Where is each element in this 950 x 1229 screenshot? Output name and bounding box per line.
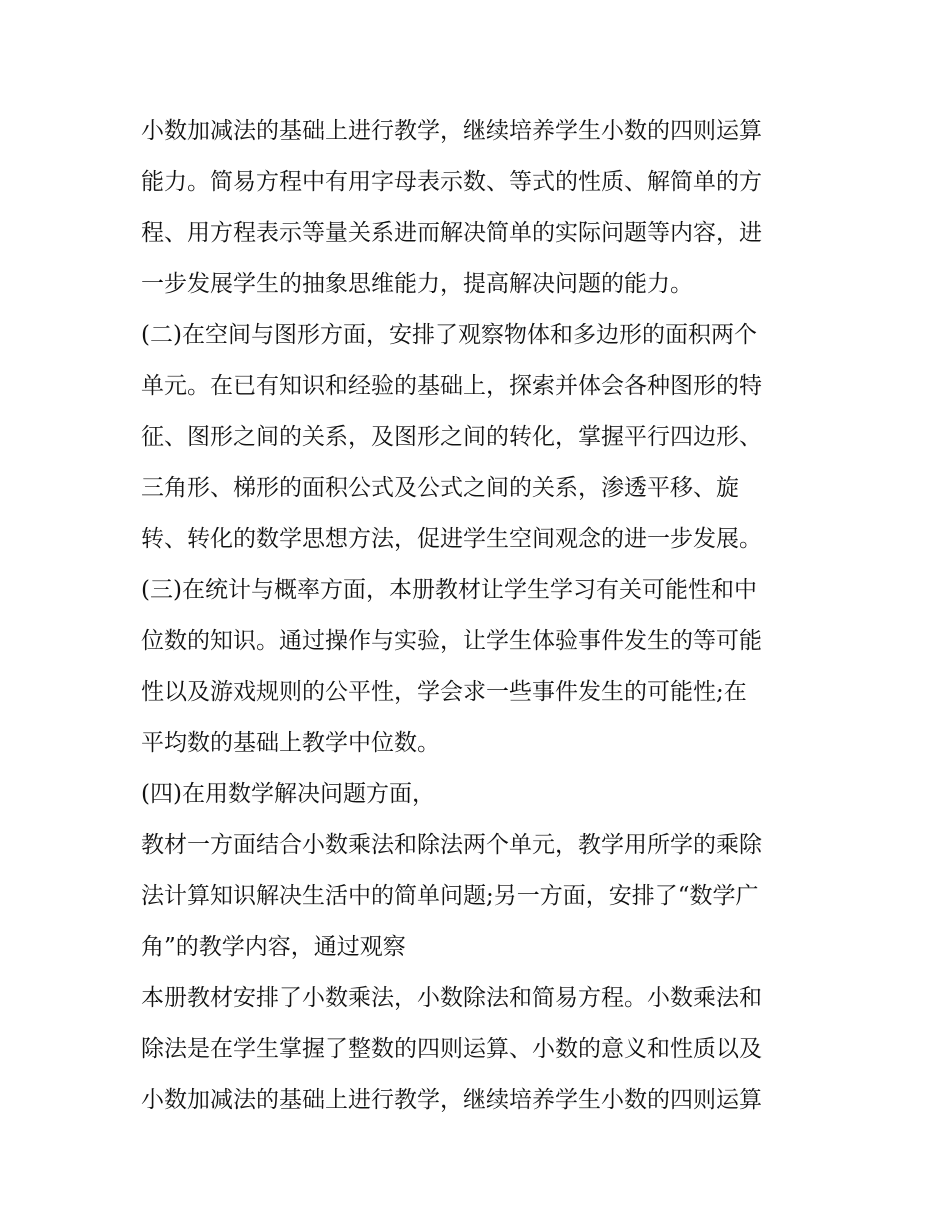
text-line: 征、图形之间的关系，及图形之间的转化，掌握平行四边形、	[141, 424, 762, 450]
text-line: 本册教材安排了小数乘法，小数除法和简易方程。小数乘法和	[141, 985, 762, 1011]
text-line: 位数的知识。通过操作与实验，让学生体验事件发生的等可能	[141, 628, 762, 654]
text-line: 除法是在学生掌握了整数的四则运算、小数的意义和性质以及	[141, 1036, 762, 1062]
text-line: 性以及游戏规则的公平性，学会求一些事件发生的可能性;在	[141, 679, 747, 705]
text-line: 教材一方面结合小数乘法和除法两个单元，教学用所学的乘除	[141, 832, 762, 858]
text-line: 法计算知识解决生活中的简单问题;另一方面，安排了“数学广	[141, 883, 759, 909]
text-line: (二)在空间与图形方面，安排了观察物体和多边形的面积两个	[141, 322, 757, 348]
document-body	[141, 106, 821, 1126]
text-line: 能力。简易方程中有用字母表示数、等式的性质、解简单的方	[141, 169, 762, 195]
text-line: 程、用方程表示等量关系进而解决简单的实际问题等内容，进	[141, 220, 762, 246]
text-line: (三)在统计与概率方面，本册教材让学生学习有关可能性和中	[141, 577, 757, 603]
text-line: 平均数的基础上教学中位数。	[141, 730, 440, 756]
text-line: 三角形、梯形的面积公式及公式之间的关系，渗透平移、旋	[141, 475, 739, 501]
text-line: 小数加减法的基础上进行教学，继续培养学生小数的四则运算	[141, 1087, 762, 1113]
text-line: 一步发展学生的抽象思维能力，提高解决问题的能力。	[141, 271, 693, 297]
text-line: 单元。在已有知识和经验的基础上，探索并体会各种图形的特	[141, 373, 762, 399]
text-line: 小数加减法的基础上进行教学，继续培养学生小数的四则运算	[141, 118, 762, 144]
text-line: 角”的教学内容，通过观察	[141, 934, 406, 960]
text-line: (四)在用数学解决问题方面，	[141, 781, 435, 807]
text-line: 转、转化的数学思想方法，促进学生空间观念的进一步发展。	[141, 526, 762, 552]
